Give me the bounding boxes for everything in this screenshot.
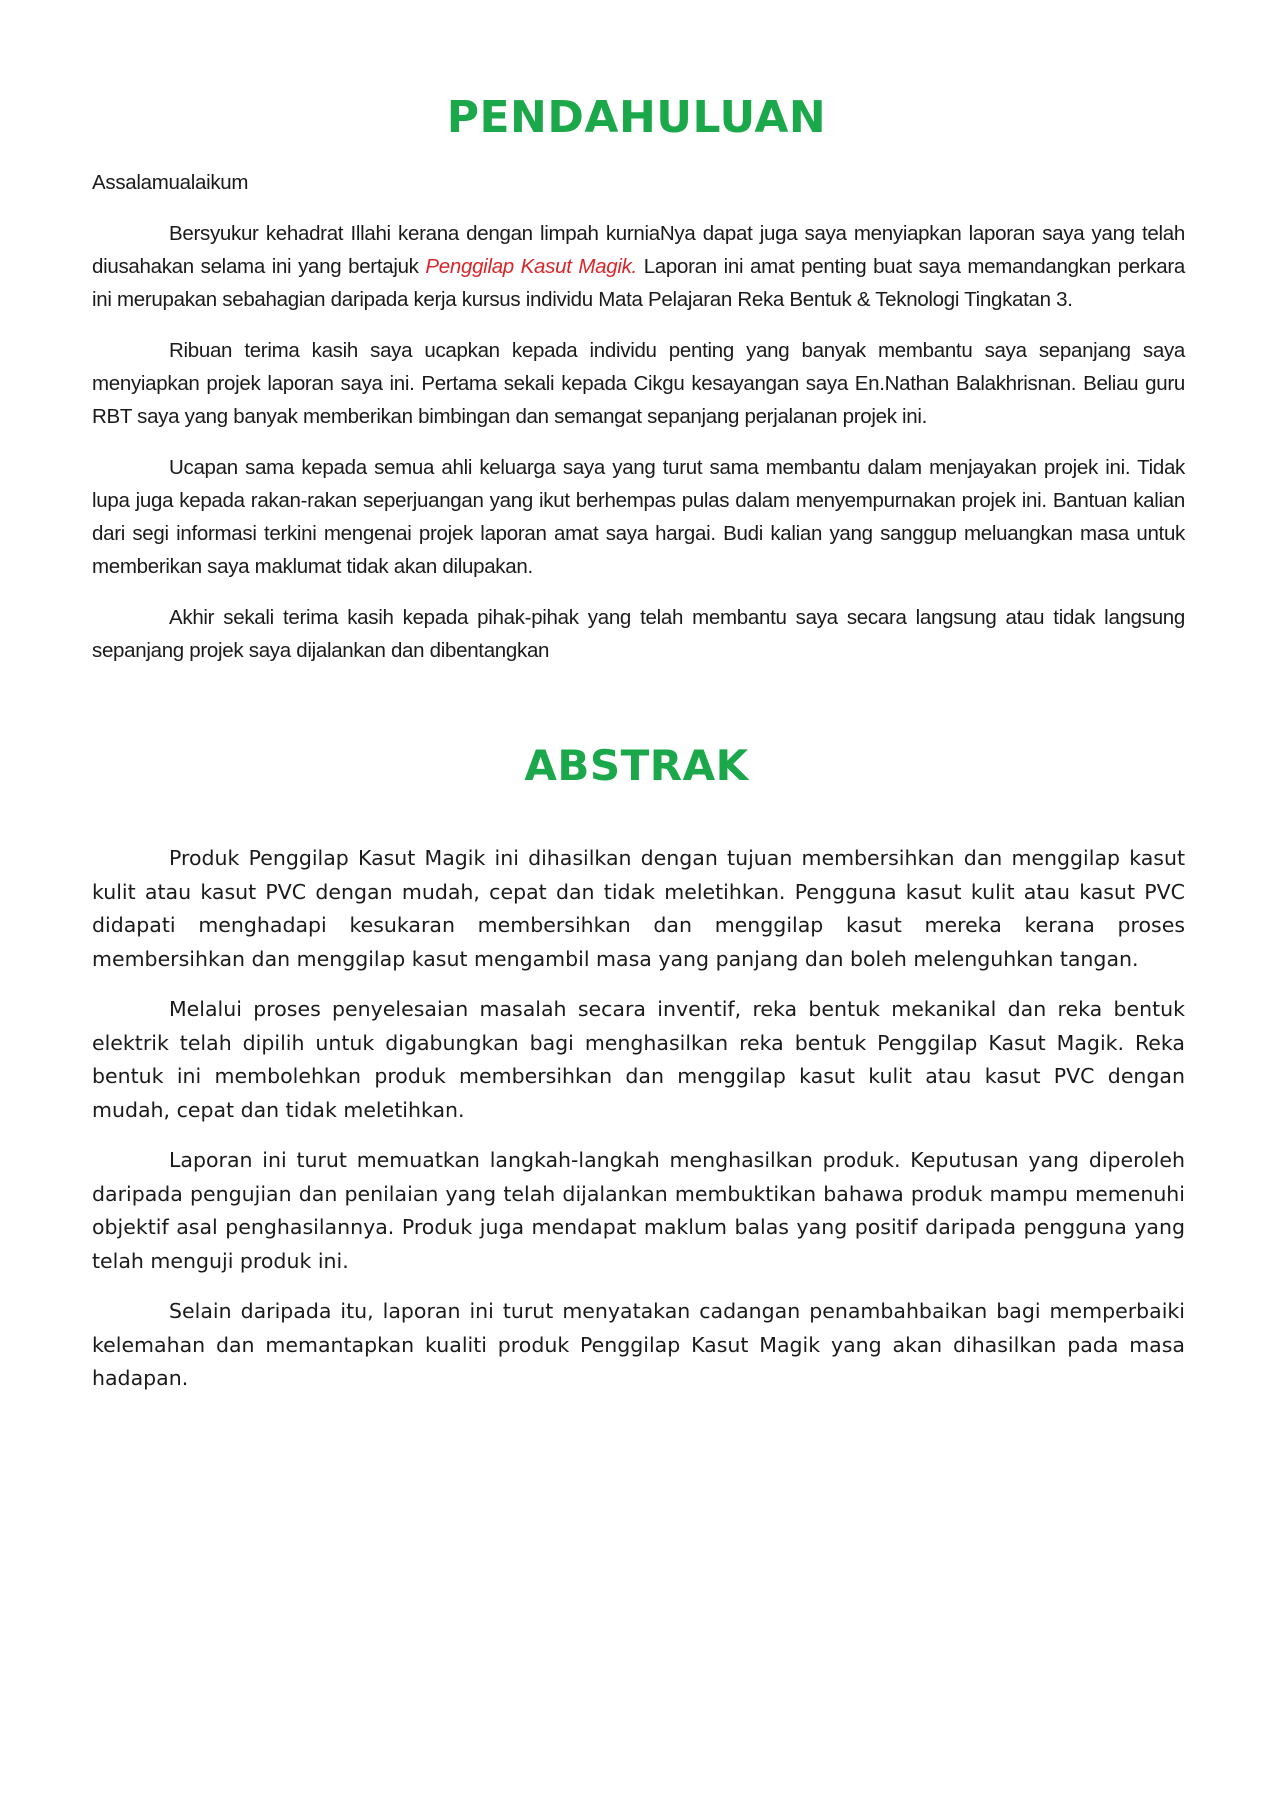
pendahuluan-paragraph-1: [92, 217, 1185, 316]
section-pendahuluan: [92, 166, 1185, 685]
heading-abstrak: ABSTRAK: [524, 741, 749, 790]
abstrak-paragraph-4: Selain daripada itu, laporan ini turut menyatakan cadangan penambahbaikan bagi memperbaiki kelemahan dan memantapkan kualiti produk Penggilap Kasut Magik yang akan dihasilkan pada masa hadapan.: [92, 1299, 1185, 1390]
project-title: Penggilap Kasut Magik.: [425, 255, 637, 278]
pendahuluan-paragraph-4: Akhir sekali terima kasih kepada pihak-pihak yang telah membantu saya secara langsung atau tidak langsung sepanjang projek saya dijalankan dan dibentangkan: [92, 606, 1185, 662]
pendahuluan-paragraph-3: Ucapan sama kepada semua ahli keluarga saya yang turut sama membantu dalam menjayakan projek ini. Tidak lupa juga kepada rakan-rakan seperjuangan yang ikut berhempas pulas dalam menyempurnakan projek ini. Bantuan kalian dari segi informasi terkini mengenai projek laporan amat saya hargai. Budi kalian yang sanggup meluangkan masa untuk memberikan saya maklumat tidak akan dilupakan.: [92, 456, 1185, 578]
greeting: Assalamualaikum: [92, 171, 249, 194]
section-abstrak: [92, 842, 1185, 1413]
heading-pendahuluan: PENDAHULUAN: [446, 92, 827, 143]
abstrak-paragraph-3: Laporan ini turut memuatkan langkah-langkah menghasilkan produk. Keputusan yang diperoleh daripada pengujian dan penilaian yang telah dijalankan membuktikan bahawa produk mampu memenuhi objektif asal penghasilannya. Produk juga mendapat maklum balas yang positif daripada pengguna yang telah menguji produk ini.: [92, 1148, 1185, 1273]
paragraph-text: Bersyukur kehadrat Illahi kerana dengan limpah kurniaNya dapat juga saya menyiapkan laporan saya yang telah diusahakan selama ini yang bertajuk: [92, 222, 1185, 278]
abstrak-paragraph-2: Melalui proses penyelesaian masalah secara inventif, reka bentuk mekanikal dan reka bentuk elektrik telah dipilih untuk digabungkan bagi menghasilkan reka bentuk Penggilap Kasut Magik. Reka bentuk ini membolehkan produk membersihkan dan menggilap kasut kulit atau kasut PVC dengan mudah, cepat dan tidak meletihkan.: [92, 997, 1185, 1122]
pendahuluan-paragraph-2: Ribuan terima kasih saya ucapkan kepada individu penting yang banyak membantu saya sepanjang saya menyiapkan projek laporan saya ini. Pertama sekali kepada Cikgu kesayangan saya En.Nathan Balakhrisnan. Beliau guru RBT saya yang banyak memberikan bimbingan dan semangat sepanjang perjalanan projek ini.: [92, 339, 1185, 428]
abstrak-paragraph-1: Produk Penggilap Kasut Magik ini dihasilkan dengan tujuan membersihkan dan menggilap kasut kulit atau kasut PVC dengan mudah, cepat dan tidak meletihkan. Pengguna kasut kulit atau kasut PVC didapati menghadapi kesukaran membersihkan dan menggilap kasut mereka kerana proses membersihkan dan menggilap kasut mengambil masa yang panjang dan boleh melenguhkan tangan.: [92, 846, 1185, 971]
paragraph-text: Laporan ini amat penting buat saya memandangkan perkara ini merupakan sebahagian daripada kerja kursus individu Mata Pelajaran Reka Bentuk & Teknologi Tingkatan 3.: [92, 255, 1185, 311]
